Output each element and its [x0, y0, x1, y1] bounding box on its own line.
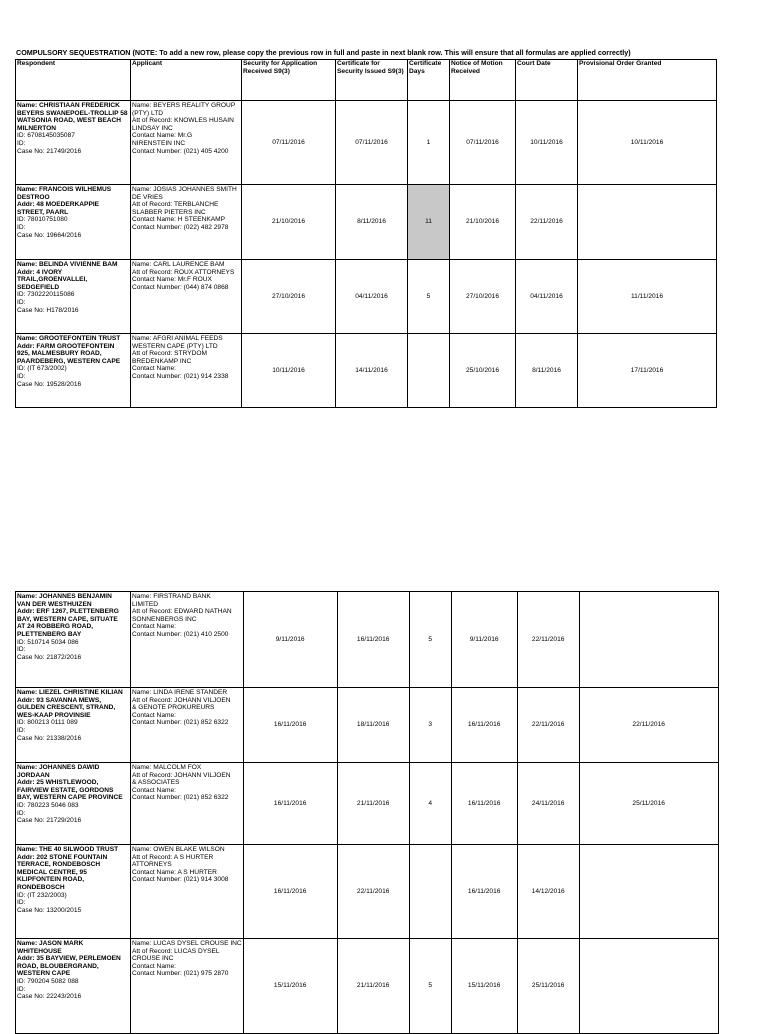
sheet-note: COMPULSORY SEQUESTRATION (NOTE: To add a new row, please copy the previous row in full and paste in next blank row. This will ensure that all formulas are applied correctly)	[16, 48, 631, 57]
applicant-line: Name: CARL LAURENCE BAM	[132, 261, 225, 268]
notice-cell: 21/10/2016	[450, 185, 516, 260]
respondent-line: Case No: 19664/2016	[17, 231, 82, 239]
applicant-line: Contact Number: (021) 975 2870	[132, 970, 229, 978]
applicant-line: LINDSAY INC	[132, 124, 173, 132]
court-date-cell: 04/11/2016	[516, 260, 578, 334]
cert-days-cell: 1	[408, 101, 450, 185]
applicant-line: Contact Name: H STEENKAMP	[132, 216, 226, 224]
notice-cell: 9/11/2016	[451, 592, 517, 688]
respondent-cell	[16, 688, 131, 763]
respondent-cell	[16, 334, 131, 408]
cert-days-cell: 11	[408, 185, 450, 260]
header-provisional: Provisional Order Granted	[578, 60, 717, 101]
certificate-cell: 14/11/2016	[336, 334, 408, 408]
respondent-line: ID:	[17, 726, 26, 734]
applicant-line: Contact Number: (021) 914 2338	[132, 372, 229, 380]
respondent-line: SEDGEFIELD	[17, 283, 60, 291]
applicant-line: Contact Name:	[132, 623, 176, 631]
security-cell: 16/11/2016	[243, 845, 337, 939]
header-court-date: Court Date	[516, 60, 578, 101]
cert-days-cell	[408, 334, 450, 408]
security-cell: 16/11/2016	[243, 688, 337, 763]
applicant-line: Contact Name: Mr.F ROUX	[132, 276, 212, 284]
respondent-line: Case No: 21729/2016	[17, 817, 82, 825]
security-cell: 16/11/2016	[243, 763, 337, 845]
respondent-line: Case No: 21749/2016	[17, 147, 82, 155]
respondent-line: RONDEBOSCH	[17, 883, 65, 891]
security-cell: 21/10/2016	[242, 185, 336, 260]
respondent-line: Name: BELINDA VIVIENNE BAM	[17, 261, 118, 268]
notice-cell: 07/11/2016	[450, 101, 516, 185]
provisional-cell: 11/11/2016	[578, 260, 717, 334]
respondent-line: Case No: 21872/2016	[17, 653, 82, 661]
respondent-line: ID:	[17, 646, 26, 654]
header-row	[16, 60, 717, 101]
provisional-cell: 22/11/2016	[579, 688, 718, 763]
respondent-cell	[16, 845, 131, 939]
respondent-line: ID: 780223 5046 083	[17, 801, 79, 809]
applicant-line: Att of Record: EDWARD NATHAN	[132, 608, 232, 616]
security-cell: 15/11/2016	[243, 939, 337, 1034]
applicant-line: Contact Name:	[132, 365, 176, 373]
header-notice: Notice of Motion Received	[450, 60, 516, 101]
header-certificate: Certificate for Security Issued S9(3)	[336, 60, 408, 101]
respondent-line: ID:	[17, 298, 26, 306]
court-date-cell: 25/11/2016	[517, 939, 579, 1034]
respondent-line: Name: GROOTEFONTEIN TRUST	[17, 335, 121, 342]
applicant-line: Contact Number: (022) 482 2978	[132, 223, 229, 231]
table-row	[16, 845, 719, 939]
respondent-line: WHITEHOUSE	[17, 947, 62, 955]
applicant-line: Name: BEYERS REALITY GROUP	[132, 102, 236, 109]
court-date-cell: 22/11/2016	[517, 688, 579, 763]
applicant-line: Contact Number: (044) 874 0868	[132, 283, 229, 291]
respondent-line: TERRACE, RONDEBOSCH	[17, 861, 101, 869]
certificate-cell: 21/11/2016	[337, 939, 409, 1034]
respondent-line: ID: (IT 232/2003)	[17, 891, 67, 899]
respondent-line: ID: (IT 673/2002)	[17, 365, 67, 373]
notice-cell: 15/11/2016	[451, 939, 517, 1034]
applicant-line: BREDENKAMP INC	[132, 357, 192, 365]
applicant-line: Contact Number: (021) 410 2500	[132, 630, 229, 638]
applicant-line: Att of Record: LUCAS DYSEL	[132, 947, 220, 955]
respondent-line: Addr: 48 MOEDERKAPPIE	[17, 201, 100, 209]
applicant-line: Name: LINDA IRENE STANDER	[132, 689, 228, 696]
respondent-line: ID: 7302220115086	[17, 291, 75, 299]
respondent-line: Name: JOHANNES BENJAMIN	[17, 593, 112, 600]
header-applicant: Applicant	[131, 60, 242, 101]
applicant-line: Contact Number: (021) 852 6322	[132, 719, 229, 727]
applicant-cell	[131, 260, 242, 334]
respondent-line: BEYERS SWANEPOEL-TROLLIP 58	[17, 109, 128, 117]
court-date-cell: 22/11/2016	[517, 592, 579, 688]
applicant-line: Contact Name:	[132, 786, 176, 794]
respondent-line: Case No: 21338/2016	[17, 734, 82, 742]
applicant-cell	[131, 845, 244, 939]
respondent-line: ID:	[17, 139, 26, 147]
applicant-line: Att of Record: A S HURTER	[132, 853, 214, 861]
certificate-cell: 21/11/2016	[337, 763, 409, 845]
respondent-line: Addr: FARM GROOTEFONTEIN	[17, 342, 115, 350]
respondent-line: JORDAAN	[17, 771, 50, 779]
applicant-line: & GENOTE PROKUREURS	[132, 704, 215, 712]
applicant-line: Name: MALCOLM FOX	[132, 764, 202, 771]
respondent-line: ID:	[17, 899, 26, 907]
applicant-line: ATTORNEYS	[132, 861, 172, 869]
respondent-line: Name: JOHANNES DAWID	[17, 764, 100, 771]
applicant-line: Contact Number: (021) 405 4200	[132, 147, 229, 155]
notice-cell: 16/11/2016	[451, 845, 517, 939]
respondent-line: BAY, WESTERN CAPE PROVINCE	[17, 794, 123, 802]
notice-cell: 25/10/2016	[450, 334, 516, 408]
respondent-line: ID: 790204 5082 088	[17, 977, 79, 985]
certificate-cell: 8/11/2016	[336, 185, 408, 260]
provisional-cell	[579, 845, 718, 939]
respondent-line: VAN DER WESTHUIZEN	[17, 600, 92, 608]
applicant-line: Contact Name:	[132, 711, 176, 719]
respondent-line: GULDEN CRESCENT, STRAND,	[17, 704, 116, 712]
security-cell: 27/10/2016	[242, 260, 336, 334]
respondent-line: ID: 6708145035087	[17, 132, 75, 140]
provisional-cell: 25/11/2016	[579, 763, 718, 845]
court-date-cell: 22/11/2016	[516, 185, 578, 260]
respondent-line: Addr: 4 IVORY	[17, 268, 63, 276]
applicant-line: Att of Record: JOHANN VILJOEN	[132, 771, 231, 779]
applicant-cell	[131, 101, 242, 185]
respondent-line: Case No: 19528/2016	[17, 380, 82, 388]
respondent-line: ID:	[17, 985, 26, 993]
table-row	[16, 101, 717, 185]
applicant-line: Contact Name:	[132, 962, 176, 970]
respondent-line: WES-KAAP PROVINSIE	[17, 711, 91, 719]
respondent-line: Addr: 202 STONE FOUNTAIN	[17, 853, 108, 861]
security-cell: 07/11/2016	[242, 101, 336, 185]
court-date-cell: 10/11/2016	[516, 101, 578, 185]
respondent-cell	[16, 763, 131, 845]
notice-cell: 16/11/2016	[451, 763, 517, 845]
respondent-line: ID: 510714 5034 086	[17, 638, 79, 646]
applicant-cell	[131, 763, 244, 845]
respondent-cell	[16, 939, 131, 1034]
header-respondent: Respondent	[16, 60, 131, 101]
respondent-cell	[16, 185, 131, 260]
respondent-line: Addr: 25 WHISTLEWOOD,	[17, 779, 99, 787]
applicant-line: SLABBER PIETERS INC	[132, 208, 206, 216]
applicant-line: NIRENSTEIN INC	[132, 139, 186, 147]
applicant-line: Contact Name: Mr.G	[132, 132, 193, 140]
certificate-cell: 18/11/2016	[337, 688, 409, 763]
notice-cell: 16/11/2016	[451, 688, 517, 763]
cert-days-cell: 4	[409, 763, 451, 845]
applicant-line: Name: FIRSTRAND BANK	[132, 593, 211, 600]
applicant-line: (PTY) LTD	[132, 109, 164, 117]
court-date-cell: 8/11/2016	[516, 334, 578, 408]
respondent-line: MEDICAL CENTRE, 95	[17, 868, 87, 876]
respondent-line: FAIRVIEW ESTATE, GORDONS	[17, 786, 114, 794]
respondent-line: MILNERTON	[17, 124, 57, 132]
respondent-line: KLIPFONTEIN ROAD,	[17, 876, 85, 884]
respondent-line: Addr: ERF 1267, PLETTENBERG	[17, 608, 119, 616]
table-row	[16, 185, 717, 260]
applicant-cell	[131, 185, 242, 260]
applicant-cell	[131, 939, 244, 1034]
table-row	[16, 939, 719, 1034]
respondent-line: STREET, PAARL	[17, 208, 69, 216]
respondent-line: 925, MALMESBURY ROAD,	[17, 350, 102, 358]
respondent-line: DESTROO	[17, 193, 50, 201]
applicant-line: SONNENBERGS INC	[132, 615, 197, 623]
respondent-line: Name: THE 40 SILWOOD TRUST	[17, 846, 119, 853]
applicant-cell	[131, 688, 244, 763]
respondent-line: WATSONIA ROAD, WEST BEACH	[17, 117, 122, 125]
respondent-cell	[16, 101, 131, 185]
respondent-cell	[16, 592, 131, 688]
header-security: Security for Application Received S9(3)	[242, 60, 336, 101]
notice-cell: 27/10/2016	[450, 260, 516, 334]
respondent-line: TRAIL,GROENVALLEI,	[17, 276, 88, 284]
cert-days-cell: 5	[409, 592, 451, 688]
applicant-line: Contact Name: A S HURTER	[132, 868, 217, 876]
header-cert-days: Certificate Days	[408, 60, 450, 101]
respondent-line: Addr: 93 SAVANNA MEWS,	[17, 696, 102, 704]
respondent-line: Case No: 13200/2015	[17, 906, 82, 914]
respondent-line: ID: 800213 0111 089	[17, 719, 78, 727]
sequestration-table-bottom	[15, 591, 719, 1034]
applicant-line: LIMITED	[132, 600, 159, 608]
security-cell: 10/11/2016	[242, 334, 336, 408]
applicant-line: Att of Record: KNOWLES HUSAIN	[132, 117, 234, 125]
provisional-cell: 17/11/2016	[578, 334, 717, 408]
respondent-line: ID:	[17, 223, 26, 231]
provisional-cell	[578, 185, 717, 260]
certificate-cell: 22/11/2016	[337, 845, 409, 939]
applicant-line: & ASSOCIATES	[132, 779, 180, 787]
respondent-line: Addr: 35 BAYVIEW, PERLEMOEN	[17, 955, 121, 963]
respondent-line: Name: LIEZEL CHRISTINE KILIAN	[17, 689, 123, 696]
applicant-line: CROUSE INC	[132, 955, 174, 963]
respondent-line: Name: CHRISTIAAN FREDERICK	[17, 102, 120, 109]
respondent-line: BAY, WESTERN CAPE, SITUATE	[17, 615, 118, 623]
applicant-line: DE VRIES	[132, 193, 163, 201]
sequestration-table-top	[15, 59, 717, 408]
table-row	[16, 260, 717, 334]
respondent-line: AT 24 ROBBERG ROAD,	[17, 623, 94, 631]
applicant-line: Name: AFGRI ANIMAL FEEDS	[132, 335, 223, 342]
applicant-line: WESTERN CAPE (PTY) LTD	[132, 342, 218, 350]
respondent-line: Name: FRANCOIS WILHEMUS	[17, 186, 112, 193]
respondent-line: ID:	[17, 809, 26, 817]
applicant-line: Name: LUCAS DYSEL CROUSE INC	[132, 940, 242, 947]
applicant-line: Contact Number: (021) 852 6322	[132, 794, 229, 802]
respondent-line: ROAD, BLOUBERGRAND,	[17, 962, 99, 970]
cert-days-cell: 5	[408, 260, 450, 334]
court-date-cell: 14/12/2016	[517, 845, 579, 939]
cert-days-cell	[409, 845, 451, 939]
security-cell: 9/11/2016	[243, 592, 337, 688]
respondent-line: ID:	[17, 372, 26, 380]
applicant-line: Contact Number: (021) 914 3008	[132, 876, 229, 884]
cert-days-cell: 5	[409, 939, 451, 1034]
cert-days-cell: 3	[409, 688, 451, 763]
provisional-cell: 10/11/2016	[578, 101, 717, 185]
applicant-cell	[131, 334, 242, 408]
respondent-line: Case No: 22243/2016	[17, 993, 82, 1001]
applicant-line: Name: JOSIAS JOHANNES SMITH	[132, 186, 237, 193]
certificate-cell: 16/11/2016	[337, 592, 409, 688]
applicant-cell	[131, 592, 244, 688]
respondent-line: WESTERN CAPE	[17, 970, 71, 978]
respondent-line: ID: 78010751080	[17, 216, 68, 224]
certificate-cell: 07/11/2016	[336, 101, 408, 185]
certificate-cell: 04/11/2016	[336, 260, 408, 334]
table-row	[16, 334, 717, 408]
table-row	[16, 763, 719, 845]
respondent-line: Name: JASON MARK	[17, 940, 84, 947]
provisional-cell	[579, 939, 718, 1034]
applicant-line: Att of Record: ROUX ATTORNEYS	[132, 268, 235, 276]
applicant-line: Att of Record: TERBLANCHE	[132, 201, 219, 209]
table-row	[16, 592, 719, 688]
provisional-cell	[579, 592, 718, 688]
respondent-line: Case No: H178/2016	[17, 306, 79, 314]
applicant-line: Att of Record: STRYDOM	[132, 350, 207, 358]
respondent-line: PLETTENBERG BAY	[17, 630, 82, 638]
applicant-line: Att of Record: JOHANN VILJOEN	[132, 696, 231, 704]
court-date-cell: 24/11/2016	[517, 763, 579, 845]
respondent-cell	[16, 260, 131, 334]
applicant-line: Name: OWEN BLAKE WILSON	[132, 846, 225, 853]
table-row	[16, 688, 719, 763]
respondent-line: PAARDEBERG, WESTERN CAPE	[17, 357, 121, 365]
